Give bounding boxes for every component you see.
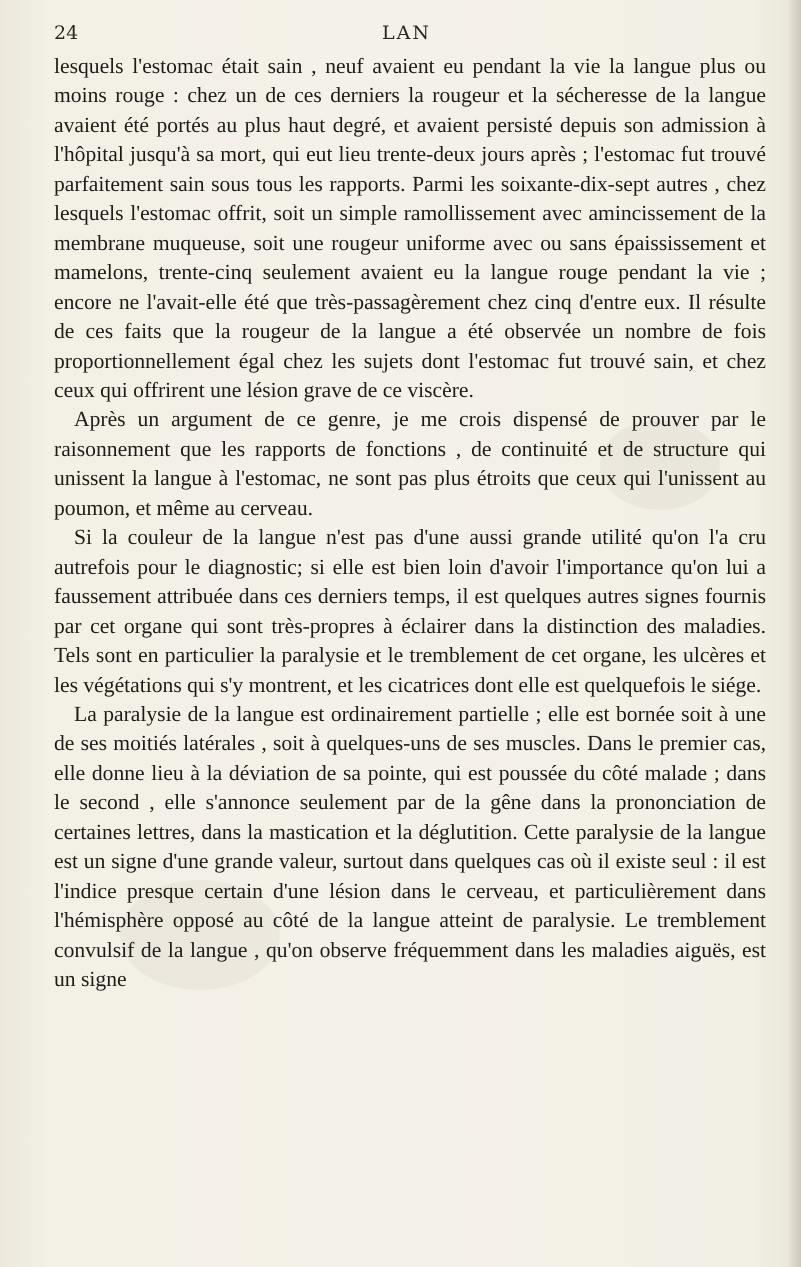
paragraph-2: Après un argument de ce genre, je me crois dispensé de prouver par le raisonnement que les rapports de fonctions , de continuité et de structure qui unissent la langue à l'estomac, ne sont pas plus étroits que ceux qui l'unissent au poumon, et même au cerveau. (54, 407, 766, 520)
paragraph-3: Si la couleur de la langue n'est pas d'une aussi grande utilité qu'on l'a cru autrefois pour le diagnostic; si elle est bien loin d'avoir l'importance qu'on lui a faussement attribuée dans ces derniers temps, il est quelques autres signes fournis par cet organe qui sont très-propres à éclairer dans la distinction des maladies. Tels sont en particulier la paralysie et le tremblement de cet organe, les ulcères et les végétations qui s'y montrent, et les cicatrices dont elle est quelquefois le siége. (54, 525, 766, 697)
paragraph-1: lesquels l'estomac était sain , neuf avaient eu pendant la vie la langue plus ou moins rouge : chez un de ces derniers la rougeur et la sécheresse de la langue avaient été portés au plus haut degré, et avaient persisté depuis son admission à l'hôpital jusqu'à sa mort, qui eut lieu trente-deux jours après ; l'estomac fut trouvé parfaitement sain sous tous les rapports. Parmi les soixante-dix-sept autres , chez lesquels l'estomac offrit, soit un simple ramollissement avec amincissement de la membrane muqueuse, soit une rougeur uniforme avec ou sans épaississement et mamelons, trente-cinq seulement avaient eu la langue rouge pendant la vie ; encore ne l'avait-elle été que très-passagèrement chez cinq d'entre eux. Il résulte de ces faits que la rougeur de la langue a été observée un nombre de fois proportionnellement égal chez les sujets dont l'estomac fut trouvé sain, et chez ceux qui offrirent une lésion grave de ce viscère. (54, 54, 766, 402)
paragraph-4: La paralysie de la langue est ordinairement partielle ; elle est bornée soit à une de ses moitiés latérales , soit à quelques-uns de ses muscles. Dans le premier cas, elle donne lieu à la déviation de sa pointe, qui est poussée du côté malade ; dans le second , elle s'annonce seulement par de la gêne dans la prononciation de certaines lettres, dans la mastication et la déglutition. Cette paralysie de la langue est un signe d'une grande valeur, surtout dans quelques cas où il existe seul : il est l'indice presque certain d'une lésion dans le cerveau, et particulièrement dans l'hémisphère opposé au côté de la langue atteint de paralysie. Le tremblement convulsif de la langue , qu'on observe fréquemment dans les maladies aiguës, est un signe (54, 701, 766, 992)
running-head: LAN (382, 22, 431, 44)
page-edge-shadow (787, 0, 801, 1267)
body-text (54, 52, 766, 995)
page-number: 24 (54, 22, 79, 44)
page-header (46, 18, 766, 48)
